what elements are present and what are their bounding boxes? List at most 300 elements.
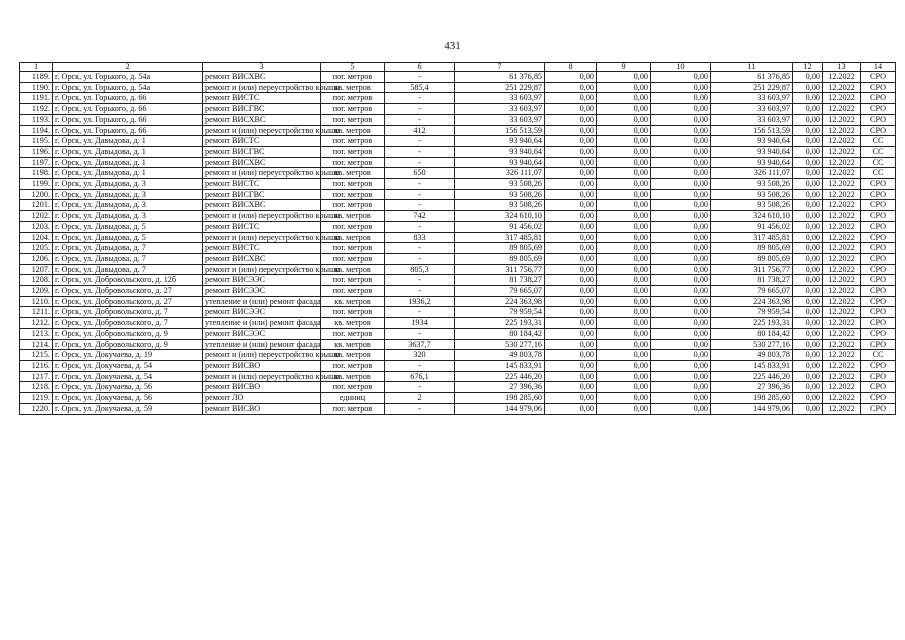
table-cell: пог. метров (321, 179, 385, 190)
table-row (20, 382, 896, 393)
table-cell: 0,00 (545, 286, 597, 297)
table-cell: г. Орск, ул. Давыдова, д. 7 (53, 264, 203, 275)
table-cell: кв. метров (321, 232, 385, 243)
table-cell: 0,00 (651, 264, 711, 275)
table-cell: СРО (861, 382, 896, 393)
table-cell: ремонт ВИСЭЭС (203, 328, 321, 339)
table-cell: СРО (861, 125, 896, 136)
table-cell: СРО (861, 328, 896, 339)
table-cell: 79 959,54 (455, 307, 545, 318)
table-cell: 317 485,81 (711, 232, 793, 243)
table-row (20, 328, 896, 339)
table-cell: СРО (861, 82, 896, 93)
table-cell: 0,00 (651, 339, 711, 350)
table-cell: - (385, 360, 455, 371)
table-cell: 225 193,31 (455, 318, 545, 329)
table-cell: 0,00 (545, 104, 597, 115)
table-cell: 1202. (20, 211, 53, 222)
table-cell: 0,00 (651, 200, 711, 211)
table-cell: г. Орск, ул. Докучаева, д. 54 (53, 371, 203, 382)
table-cell: 0,00 (545, 264, 597, 275)
table-cell: 12.2022 (823, 275, 861, 286)
column-header: 8 (545, 63, 597, 72)
table-cell: 530 277,16 (455, 339, 545, 350)
table-cell: 12.2022 (823, 318, 861, 329)
table-cell: 0,00 (597, 307, 651, 318)
table-cell: 0,00 (651, 221, 711, 232)
table-cell: пог. метров (321, 146, 385, 157)
table-cell: пог. метров (321, 72, 385, 83)
table-cell: 0,00 (597, 82, 651, 93)
table-cell: 0,00 (597, 232, 651, 243)
table-cell: 1195. (20, 136, 53, 147)
table-cell: 0,00 (545, 360, 597, 371)
table-cell: 12.2022 (823, 371, 861, 382)
table-cell: 0,00 (545, 253, 597, 264)
table-cell: 33 603,97 (711, 104, 793, 115)
table-cell: - (385, 189, 455, 200)
table-cell: 1189. (20, 72, 53, 83)
table-cell: 0,00 (793, 82, 823, 93)
table-cell: 0,00 (597, 114, 651, 125)
table-cell: кв. метров (321, 211, 385, 222)
table-cell: 12.2022 (823, 393, 861, 404)
column-header: 11 (711, 63, 793, 72)
table-cell: ремонт и (или) переустройство крыши (203, 125, 321, 136)
table-cell: 33 603,97 (455, 104, 545, 115)
table-cell: 0,00 (597, 179, 651, 190)
table-row (20, 200, 896, 211)
table-cell: 0,00 (651, 393, 711, 404)
table-cell: г. Орск, ул. Давыдова, д. 1 (53, 157, 203, 168)
table-cell: 0,00 (545, 114, 597, 125)
table-cell: пог. метров (321, 114, 385, 125)
table-cell: 0,00 (545, 296, 597, 307)
table-cell: 0,00 (545, 146, 597, 157)
table-cell: г. Орск, ул. Докучаева, д. 19 (53, 350, 203, 361)
table-cell: г. Орск, ул. Давыдова, д. 5 (53, 232, 203, 243)
table-cell: ремонт ВИСЭЭС (203, 307, 321, 318)
table-cell: ремонт ВИСГВС (203, 189, 321, 200)
repair-register-table (19, 62, 896, 415)
table-body (20, 72, 896, 415)
table-cell: 0,00 (597, 72, 651, 83)
table-cell: 12.2022 (823, 403, 861, 414)
table-cell: пог. метров (321, 360, 385, 371)
table-cell: ремонт ВИСВО (203, 403, 321, 414)
table-cell: пог. метров (321, 307, 385, 318)
table-cell: 0,00 (597, 253, 651, 264)
table-cell: 33 603,97 (455, 93, 545, 104)
table-cell: 89 805,69 (455, 253, 545, 264)
table-cell: - (385, 200, 455, 211)
table-cell: пог. метров (321, 200, 385, 211)
table-cell: ремонт и (или) переустройство крыши (203, 350, 321, 361)
table-cell: 80 184,42 (455, 328, 545, 339)
table-cell: ремонт ВИСВО (203, 382, 321, 393)
table-cell: 1934 (385, 318, 455, 329)
column-header: 7 (455, 63, 545, 72)
table-cell: СС (861, 146, 896, 157)
table-cell: 1217. (20, 371, 53, 382)
table-cell: 1218. (20, 382, 53, 393)
table-cell: 0,00 (651, 403, 711, 414)
table-row (20, 221, 896, 232)
table-cell: СРО (861, 296, 896, 307)
table-cell: 1192. (20, 104, 53, 115)
table-cell: ремонт ВИСХВС (203, 157, 321, 168)
table-cell: 145 833,91 (711, 360, 793, 371)
table-cell: 0,00 (651, 253, 711, 264)
table-cell: г. Орск, ул. Давыдова, д. 3 (53, 189, 203, 200)
column-header: 6 (385, 63, 455, 72)
table-cell: 0,00 (793, 243, 823, 254)
table-cell: 0,00 (597, 221, 651, 232)
table-row (20, 168, 896, 179)
table-cell: СС (861, 350, 896, 361)
table-cell: 12.2022 (823, 125, 861, 136)
table-cell: 0,00 (793, 393, 823, 404)
table-cell: 225 446,20 (455, 371, 545, 382)
table-cell: 0,00 (793, 253, 823, 264)
table-cell: 93 508,26 (455, 189, 545, 200)
table-cell: 12.2022 (823, 350, 861, 361)
table-cell: 0,00 (793, 146, 823, 157)
table-cell: 224 363,98 (455, 296, 545, 307)
table-cell: 0,00 (651, 136, 711, 147)
table-cell: 33 603,97 (711, 93, 793, 104)
table-cell: пог. метров (321, 189, 385, 200)
table-cell: 0,00 (793, 200, 823, 211)
table-cell: - (385, 275, 455, 286)
table-cell: - (385, 243, 455, 254)
table-cell: 0,00 (793, 72, 823, 83)
table-cell: 93 508,26 (455, 200, 545, 211)
table-cell: СРО (861, 253, 896, 264)
table-cell: 93 940,64 (455, 136, 545, 147)
table-cell: 0,00 (597, 125, 651, 136)
table-cell: кв. метров (321, 168, 385, 179)
table-cell: 12.2022 (823, 168, 861, 179)
table-cell: пог. метров (321, 93, 385, 104)
table-cell: ремонт и (или) переустройство крыши (203, 168, 321, 179)
table-cell: 0,00 (651, 72, 711, 83)
table-cell: 0,00 (793, 179, 823, 190)
table-cell: ремонт ВИСТС (203, 93, 321, 104)
table-cell: 0,00 (651, 114, 711, 125)
table-row (20, 253, 896, 264)
table-cell: 0,00 (597, 200, 651, 211)
table-cell: г. Орск, ул. Горького, д. 66 (53, 125, 203, 136)
table-cell: СС (861, 136, 896, 147)
table-cell: 0,00 (651, 350, 711, 361)
table-cell: 326 111,07 (455, 168, 545, 179)
table-cell: кв. метров (321, 264, 385, 275)
table-cell: 0,00 (545, 350, 597, 361)
table-cell: 156 513,59 (711, 125, 793, 136)
table-cell: 0,00 (651, 371, 711, 382)
table-cell: кв. метров (321, 371, 385, 382)
table-cell: 1194. (20, 125, 53, 136)
table-cell: пог. метров (321, 275, 385, 286)
table-cell: 0,00 (545, 221, 597, 232)
table-cell: СРО (861, 243, 896, 254)
table-cell: г. Орск, ул. Давыдова, д. 7 (53, 253, 203, 264)
table-cell: г. Орск, ул. Горького, д. 54а (53, 72, 203, 83)
table-cell: ремонт ВИСХВС (203, 200, 321, 211)
table-cell: 1210. (20, 296, 53, 307)
table-cell: г. Орск, ул. Давыдова, д. 5 (53, 221, 203, 232)
table-cell: - (385, 221, 455, 232)
table-cell: пог. метров (321, 253, 385, 264)
table-cell: 225 446,20 (711, 371, 793, 382)
table-cell: СРО (861, 179, 896, 190)
table-cell: СРО (861, 93, 896, 104)
table-row (20, 360, 896, 371)
table-cell: 81 738,27 (455, 275, 545, 286)
table-cell: г. Орск, ул. Добровольского, д. 27 (53, 296, 203, 307)
table-cell: 0,00 (793, 136, 823, 147)
table-cell: г. Орск, ул. Добровольского, д. 9 (53, 339, 203, 350)
table-cell: 79 665,07 (711, 286, 793, 297)
table-cell: 33 603,97 (711, 114, 793, 125)
table-cell: 0,00 (545, 243, 597, 254)
table-cell: 0,00 (545, 211, 597, 222)
table-cell: - (385, 286, 455, 297)
table-cell: кв. метров (321, 350, 385, 361)
table-cell: 320 (385, 350, 455, 361)
table-row (20, 189, 896, 200)
table-row (20, 93, 896, 104)
table-cell: утепление и (или) ремонт фасада (203, 339, 321, 350)
table-cell: 1197. (20, 157, 53, 168)
table-cell: 1208. (20, 275, 53, 286)
table-cell: г. Орск, ул. Добровольского, д. 7 (53, 318, 203, 329)
table-cell: 0,00 (597, 371, 651, 382)
table-cell: 1193. (20, 114, 53, 125)
table-cell: 0,00 (545, 232, 597, 243)
table-cell: 198 285,60 (455, 393, 545, 404)
table-cell: - (385, 146, 455, 157)
table-cell: 12.2022 (823, 286, 861, 297)
table-cell: 0,00 (793, 104, 823, 115)
table-cell: 2 (385, 393, 455, 404)
table-cell: кв. метров (321, 125, 385, 136)
table-cell: г. Орск, ул. Добровольского, д. 7 (53, 307, 203, 318)
table-cell: 0,00 (793, 221, 823, 232)
table-cell: 0,00 (651, 328, 711, 339)
table-row (20, 286, 896, 297)
table-cell: - (385, 328, 455, 339)
table-cell: пог. метров (321, 157, 385, 168)
table-row (20, 157, 896, 168)
table-cell: 12.2022 (823, 104, 861, 115)
table-cell: 0,00 (651, 168, 711, 179)
table-cell: 93 940,64 (711, 146, 793, 157)
table-cell: СРО (861, 114, 896, 125)
table-cell: 91 456,02 (455, 221, 545, 232)
table-cell: 0,00 (597, 275, 651, 286)
table-cell: ремонт ВИСГВС (203, 146, 321, 157)
table-cell: 0,00 (597, 93, 651, 104)
table-cell: 0,00 (545, 179, 597, 190)
column-header: 12 (793, 63, 823, 72)
table-cell: пог. метров (321, 221, 385, 232)
table-cell: - (385, 93, 455, 104)
table-cell: г. Орск, ул. Давыдова, д. 1 (53, 136, 203, 147)
table-cell: ремонт ВИСТС (203, 221, 321, 232)
table-cell: ремонт и (или) переустройство крыши (203, 264, 321, 275)
table-cell: 0,00 (651, 179, 711, 190)
table-cell: 0,00 (651, 275, 711, 286)
table-cell: г. Орск, ул. Горького, д. 54а (53, 82, 203, 93)
table-cell: 0,00 (545, 72, 597, 83)
table-cell: 145 833,91 (455, 360, 545, 371)
table-cell: г. Орск, ул. Докучаева, д. 56 (53, 382, 203, 393)
table-row (20, 211, 896, 222)
table-cell: 0,00 (597, 157, 651, 168)
table-cell: 61 376,85 (711, 72, 793, 83)
table-cell: 27 396,36 (455, 382, 545, 393)
table-cell: 0,00 (651, 296, 711, 307)
table-cell: - (385, 114, 455, 125)
table-cell: 12.2022 (823, 114, 861, 125)
table-cell: 12.2022 (823, 296, 861, 307)
table-cell: 0,00 (651, 104, 711, 115)
table-cell: 585,4 (385, 82, 455, 93)
column-header: 2 (53, 63, 203, 72)
table-cell: пог. метров (321, 328, 385, 339)
table-cell: 3637,7 (385, 339, 455, 350)
table-cell: ремонт ЛО (203, 393, 321, 404)
table-row (20, 136, 896, 147)
table-cell: 225 193,31 (711, 318, 793, 329)
column-header: 3 (203, 63, 321, 72)
table-cell: 0,00 (793, 382, 823, 393)
table-cell: 0,00 (597, 382, 651, 393)
table-cell: 0,00 (597, 146, 651, 157)
table-cell: - (385, 403, 455, 414)
table-cell: СРО (861, 275, 896, 286)
table-cell: 1200. (20, 189, 53, 200)
table-cell: СРО (861, 104, 896, 115)
table-cell: ремонт ВИСХВС (203, 114, 321, 125)
table-cell: 324 610,10 (455, 211, 545, 222)
column-header: 10 (651, 63, 711, 72)
table-cell: 0,00 (651, 307, 711, 318)
table-cell: 0,00 (793, 157, 823, 168)
table-cell: ремонт ВИСЭЭС (203, 286, 321, 297)
table-cell: 1199. (20, 179, 53, 190)
table-cell: 49 803,78 (711, 350, 793, 361)
column-header: 5 (321, 63, 385, 72)
table-cell: г. Орск, ул. Докучаева, д. 54 (53, 360, 203, 371)
table-cell: 1211. (20, 307, 53, 318)
table-cell: утепление и (или) ремонт фасада (203, 318, 321, 329)
table-row (20, 371, 896, 382)
table-cell: 0,00 (651, 318, 711, 329)
table-cell: 0,00 (545, 371, 597, 382)
table-cell: 0,00 (545, 189, 597, 200)
table-cell: 0,00 (793, 360, 823, 371)
table-cell: ремонт ВИСХВС (203, 72, 321, 83)
table-cell: 0,00 (545, 200, 597, 211)
table-cell: кв. метров (321, 339, 385, 350)
table-cell: ремонт ВИСГВС (203, 104, 321, 115)
table-cell: 0,00 (597, 403, 651, 414)
table-cell: 93 508,26 (711, 200, 793, 211)
table-cell: 1209. (20, 286, 53, 297)
table-cell: 93 940,64 (711, 136, 793, 147)
table-row (20, 350, 896, 361)
table-cell: 0,00 (545, 168, 597, 179)
table-cell: 0,00 (793, 275, 823, 286)
table-cell: 530 277,16 (711, 339, 793, 350)
table-cell: 61 376,85 (455, 72, 545, 83)
table-cell: 0,00 (597, 243, 651, 254)
table-cell: 0,00 (651, 125, 711, 136)
table-cell: 0,00 (793, 371, 823, 382)
table-cell: г. Орск, ул. Горького, д. 66 (53, 114, 203, 125)
table-cell: 12.2022 (823, 339, 861, 350)
table-cell: - (385, 157, 455, 168)
table-row (20, 307, 896, 318)
table-cell: 0,00 (545, 318, 597, 329)
table-cell: 93 940,64 (455, 146, 545, 157)
table-cell: 12.2022 (823, 328, 861, 339)
table-cell: 0,00 (545, 339, 597, 350)
table-cell: СРО (861, 200, 896, 211)
table-cell: СРО (861, 360, 896, 371)
table-cell: 12.2022 (823, 179, 861, 190)
table-cell: 1206. (20, 253, 53, 264)
table-cell: 251 229,87 (711, 82, 793, 93)
table-row (20, 125, 896, 136)
table-cell: г. Орск, ул. Давыдова, д. 1 (53, 168, 203, 179)
table-cell: - (385, 104, 455, 115)
table-cell: 650 (385, 168, 455, 179)
table-cell: 1190. (20, 82, 53, 93)
table-cell: 1212. (20, 318, 53, 329)
table-cell: 0,00 (651, 382, 711, 393)
column-header: 13 (823, 63, 861, 72)
table-row (20, 179, 896, 190)
table-row (20, 393, 896, 404)
table-cell: 12.2022 (823, 72, 861, 83)
table-cell: 93 508,26 (455, 179, 545, 190)
table-cell: ремонт ВИСТС (203, 136, 321, 147)
table-cell: 81 738,27 (711, 275, 793, 286)
table-cell: 0,00 (793, 189, 823, 200)
table-cell: г. Орск, ул. Давыдова, д. 1 (53, 146, 203, 157)
column-header: 1 (20, 63, 53, 72)
table-cell: кв. метров (321, 82, 385, 93)
table-cell: 0,00 (545, 307, 597, 318)
table-cell: 0,00 (545, 393, 597, 404)
table-cell: 12.2022 (823, 232, 861, 243)
table-cell: СРО (861, 72, 896, 83)
table-cell: 0,00 (597, 136, 651, 147)
table-cell: 0,00 (545, 403, 597, 414)
table-cell: 1219. (20, 393, 53, 404)
table-cell: СРО (861, 286, 896, 297)
table-cell: г. Орск, ул. Докучаева, д. 59 (53, 403, 203, 414)
table-cell: 0,00 (651, 93, 711, 104)
table-cell: 0,00 (651, 189, 711, 200)
table-cell: 0,00 (793, 114, 823, 125)
table-cell: 0,00 (545, 157, 597, 168)
table-cell: 0,00 (651, 360, 711, 371)
